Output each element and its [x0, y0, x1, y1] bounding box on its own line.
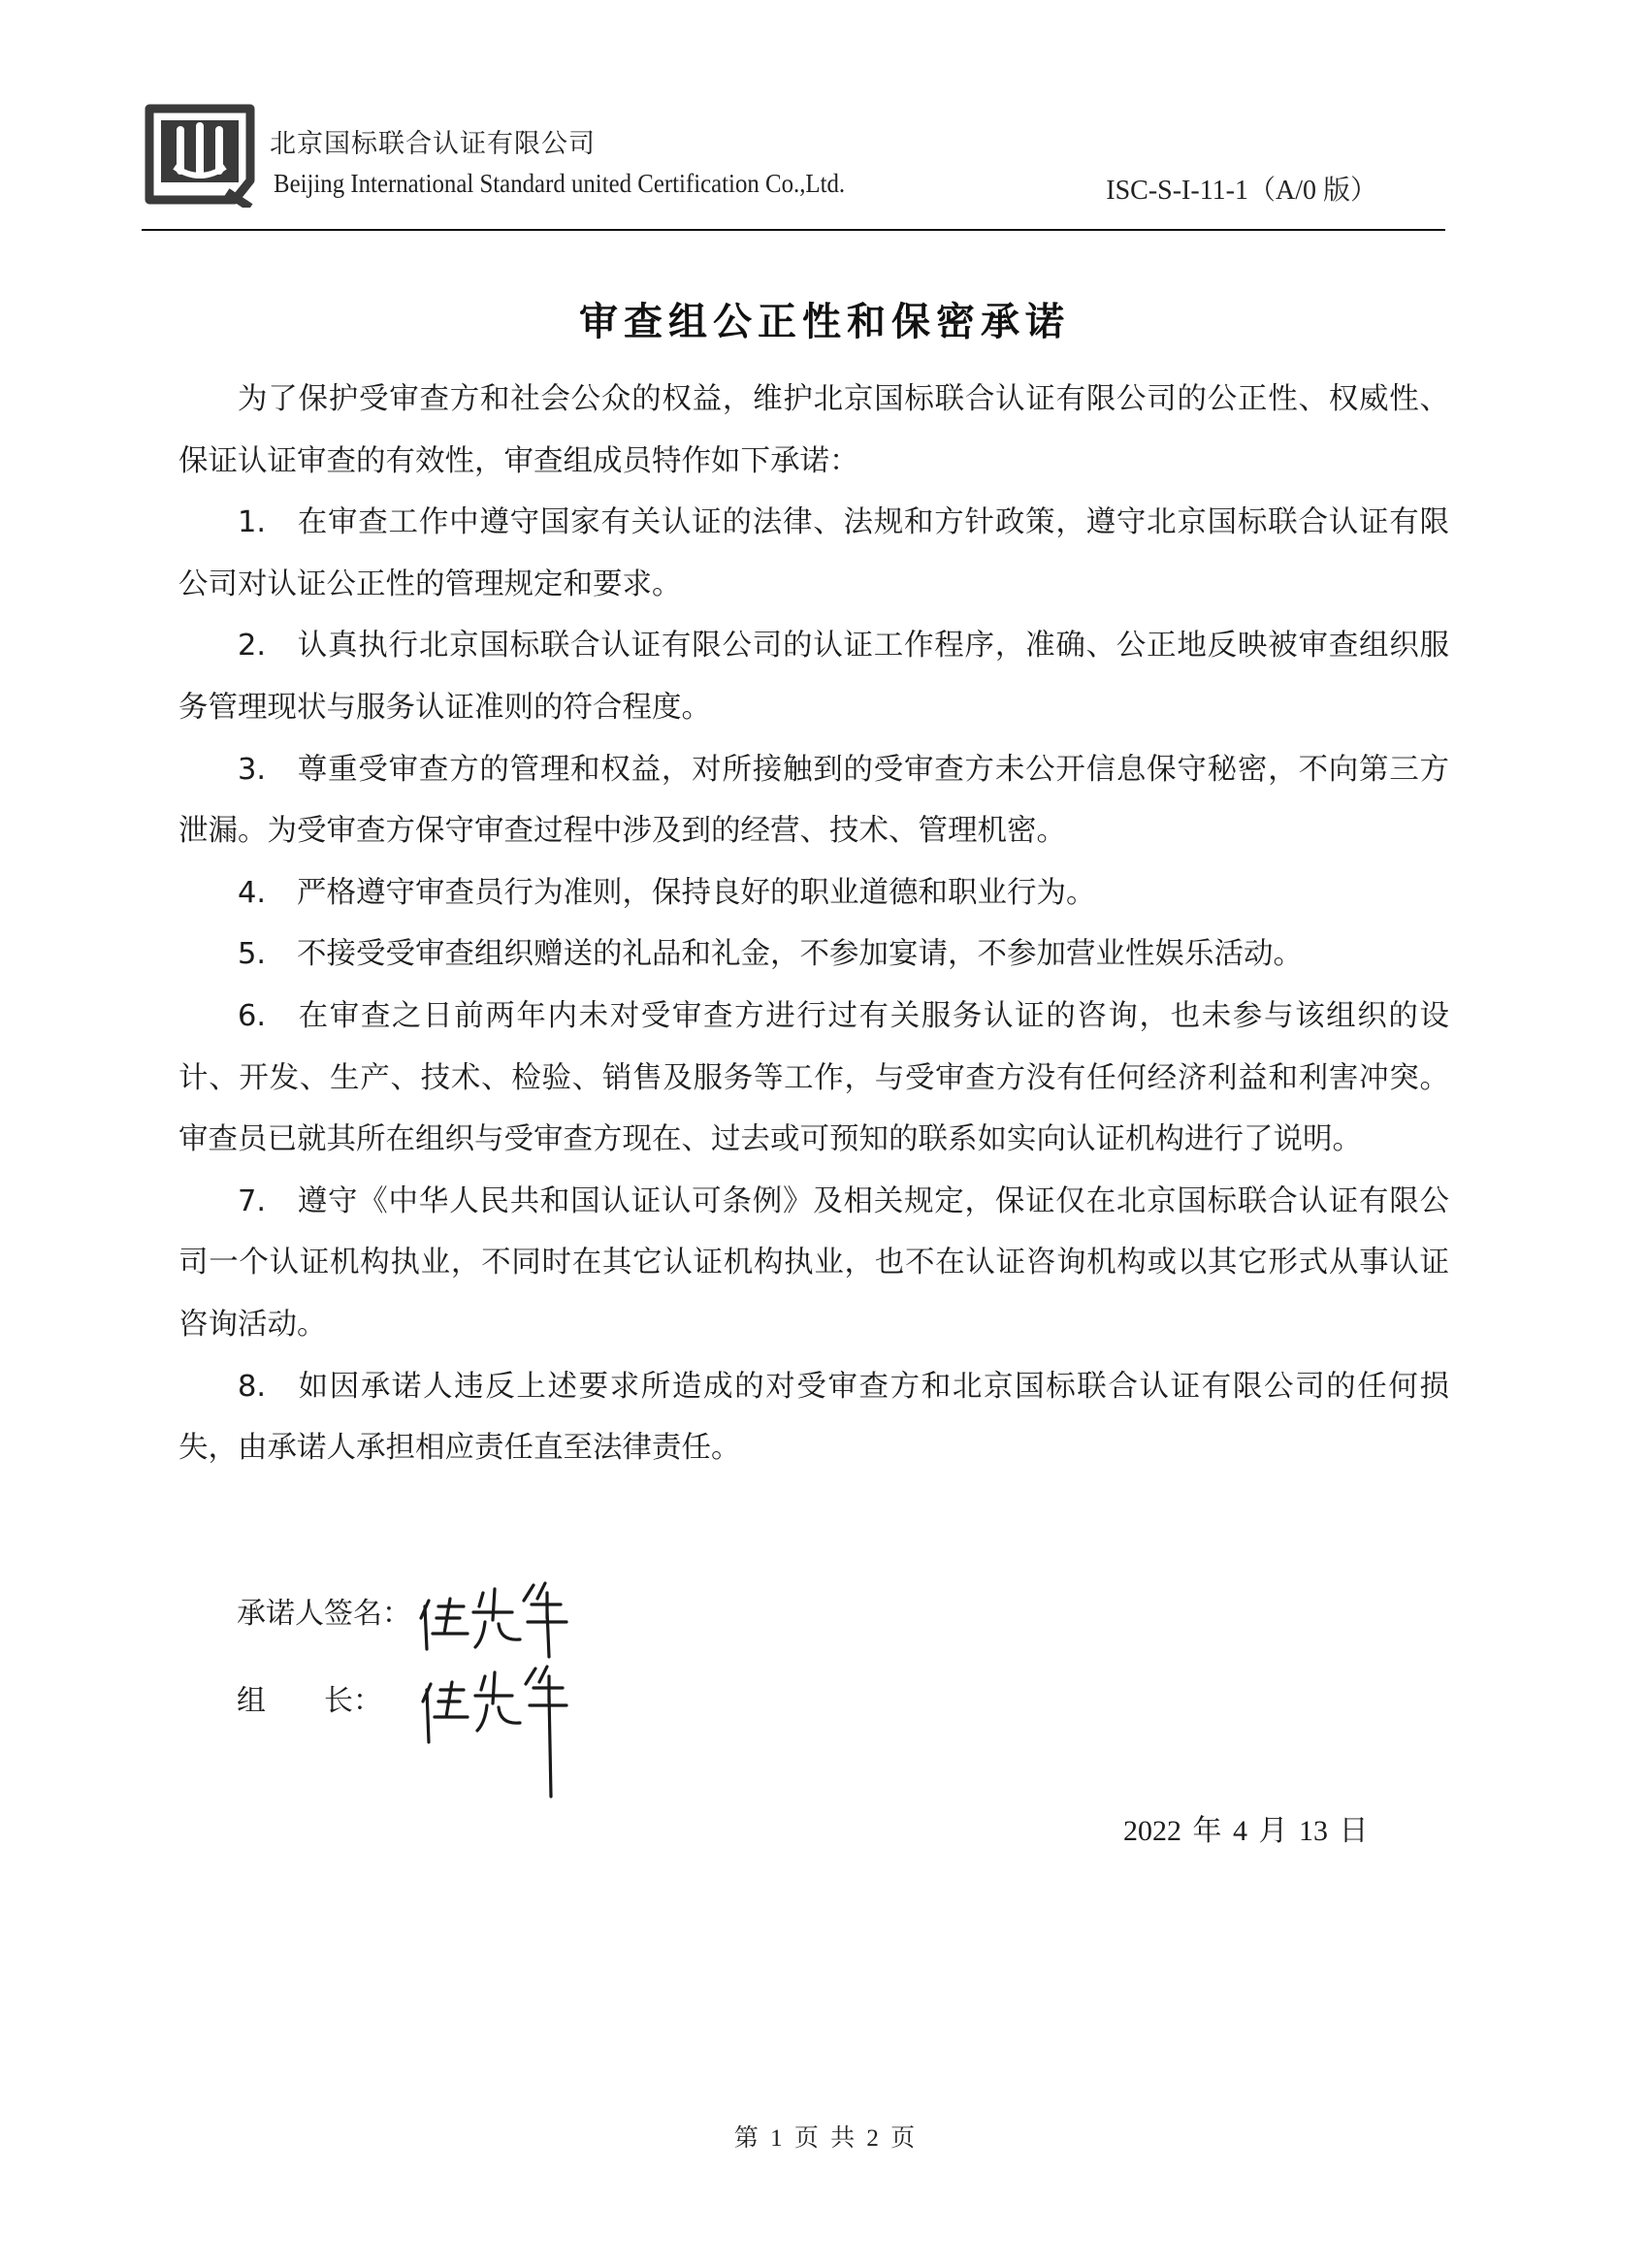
item-number: 4.: [238, 875, 267, 910]
document-code: ISC-S-I-11-1（A/0 版）: [1106, 176, 1377, 206]
commitment-item-7: [178, 1171, 1449, 1356]
item-number: 1.: [238, 505, 267, 540]
commitment-item-1: [178, 492, 1449, 615]
item-text: 严格遵守审查员行为准则，保持良好的职业道德和职业行为。: [297, 875, 1096, 910]
item-text: 不接受受审查组织赠送的礼品和礼金，不参加宴请，不参加营业性娱乐活动。: [297, 937, 1303, 972]
item-text: 如因承诺人违反上述要求所造成的对受审查方和北京国标联合认证有限公司的任何损失，由承诺人承担相应责任直至法律责任。: [178, 1369, 1449, 1466]
item-text: 认真执行北京国标联合认证有限公司的认证工作程序，准确、公正地反映被审查组织服务管理现状与服务认证准则的符合程度。: [178, 629, 1449, 725]
leader-label: 组 长：: [237, 1684, 382, 1718]
item-text: 尊重受审查方的管理和权益，对所接触到的受审查方未公开信息保守秘密，不向第三方泄漏。为受审查方保守审查过程中涉及到的经营、技术、管理机密。: [178, 752, 1449, 849]
header-divider: [142, 229, 1445, 231]
signing-date: 2022 年 4 月 13 日: [1123, 1815, 1369, 1847]
intro-paragraph: 为了保护受审查方和社会公众的权益，维护北京国标联合认证有限公司的公正性、权威性、保证认证审查的有效性，审查组成员特作如下承诺：: [178, 382, 1449, 478]
company-name-cn: 北京国标联合认证有限公司: [270, 129, 596, 159]
signer-label: 承诺人签名：: [237, 1597, 411, 1631]
commitment-item-6: [178, 986, 1449, 1171]
leader-row: [237, 1676, 382, 1719]
document-title: 审查组公正性和保密承诺: [579, 300, 1070, 344]
commitment-item-4: [178, 862, 1449, 924]
leader-signature: [415, 1655, 580, 1800]
commitment-item-3: [178, 739, 1449, 862]
item-text: 在审查工作中遵守国家有关认证的法律、法规和方针政策，遵守北京国标联合认证有限公司对认证公正性的管理规定和要求。: [178, 505, 1449, 601]
commitment-item-2: [178, 615, 1449, 738]
company-logo: [142, 103, 258, 208]
commitment-item-8: [178, 1356, 1449, 1479]
page-number: 第 1 页 共 2 页: [733, 2125, 916, 2152]
item-text: 遵守《中华人民共和国认证认可条例》及相关规定，保证仅在北京国标联合认证有限公司一个认证机构执业，不同时在其它认证机构执业，也不在认证咨询机构或以其它形式从事认证咨询活动。: [178, 1183, 1449, 1342]
signer-signature: [415, 1571, 580, 1659]
item-number: 6.: [238, 998, 267, 1033]
commitment-item-5: [178, 923, 1449, 986]
item-number: 3.: [238, 752, 267, 787]
item-number: 7.: [238, 1183, 267, 1218]
company-name-en: Beijing International Standard united Certification Co.,Ltd.: [274, 169, 846, 198]
item-number: 2.: [238, 629, 267, 664]
signer-row: [237, 1589, 411, 1632]
item-number: 5.: [238, 937, 267, 972]
item-text: 在审查之日前两年内未对受审查方进行过有关服务认证的咨询，也未参与该组织的设计、开发、生产、技术、检验、销售及服务等工作，与受审查方没有任何经济利益和利害冲突。审查员已就其所在组织与受审查方现在、过去或可预知的联系如实向认证机构进行了说明。: [178, 998, 1449, 1157]
item-number: 8.: [238, 1369, 267, 1404]
document-body: [178, 369, 1449, 1479]
